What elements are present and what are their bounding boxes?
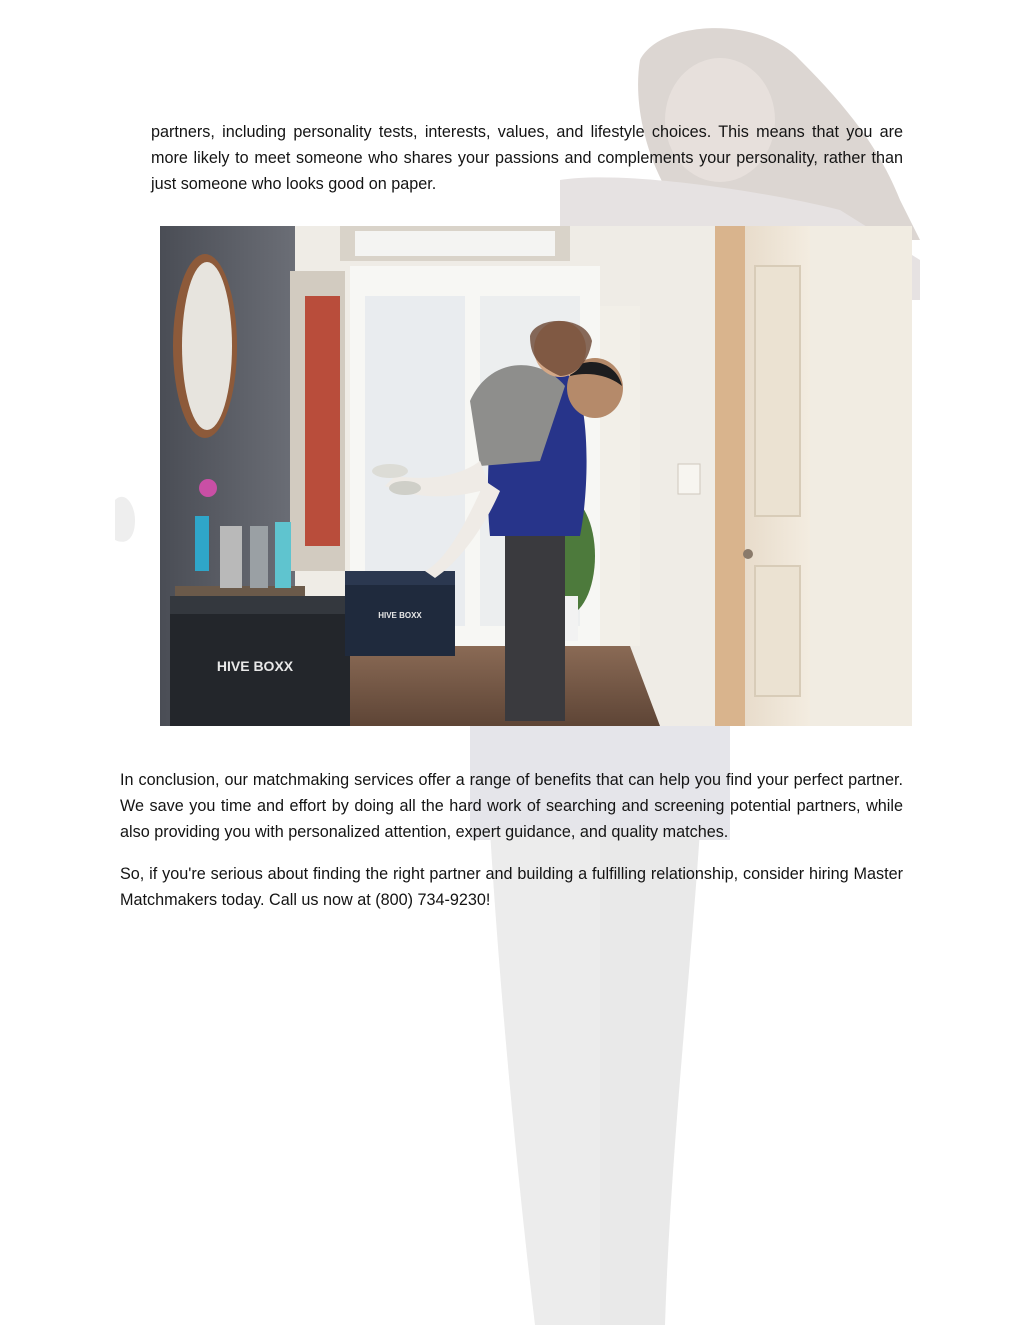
couple-hug-photo — [160, 226, 912, 726]
paragraph-conclusion: In conclusion, our matchmaking services offer a range of benefits that can help you find your perfect partner. We save you time and effort by doing all the hard work of searching and screening potential partners, while also providing you with personalized attention, expert guidance, and quality matches. — [120, 771, 903, 841]
photo-illustration — [160, 226, 912, 726]
paragraph-call-to-action: So, if you're serious about finding the right partner and building a fulfilling relationship, consider hiring Master Matchmakers today. Call us now at (800) 734-9230! — [120, 865, 903, 909]
box-label-small: HIVE BOXX — [378, 611, 422, 620]
paragraph-intro-continuation: partners, including personality tests, interests, values, and lifestyle choices. This means that you are more likely to meet someone who shares your passions and complements your personality, rather than just someone who looks good on paper. — [151, 123, 903, 193]
box-label-large: HIVE BOXX — [216, 658, 294, 674]
